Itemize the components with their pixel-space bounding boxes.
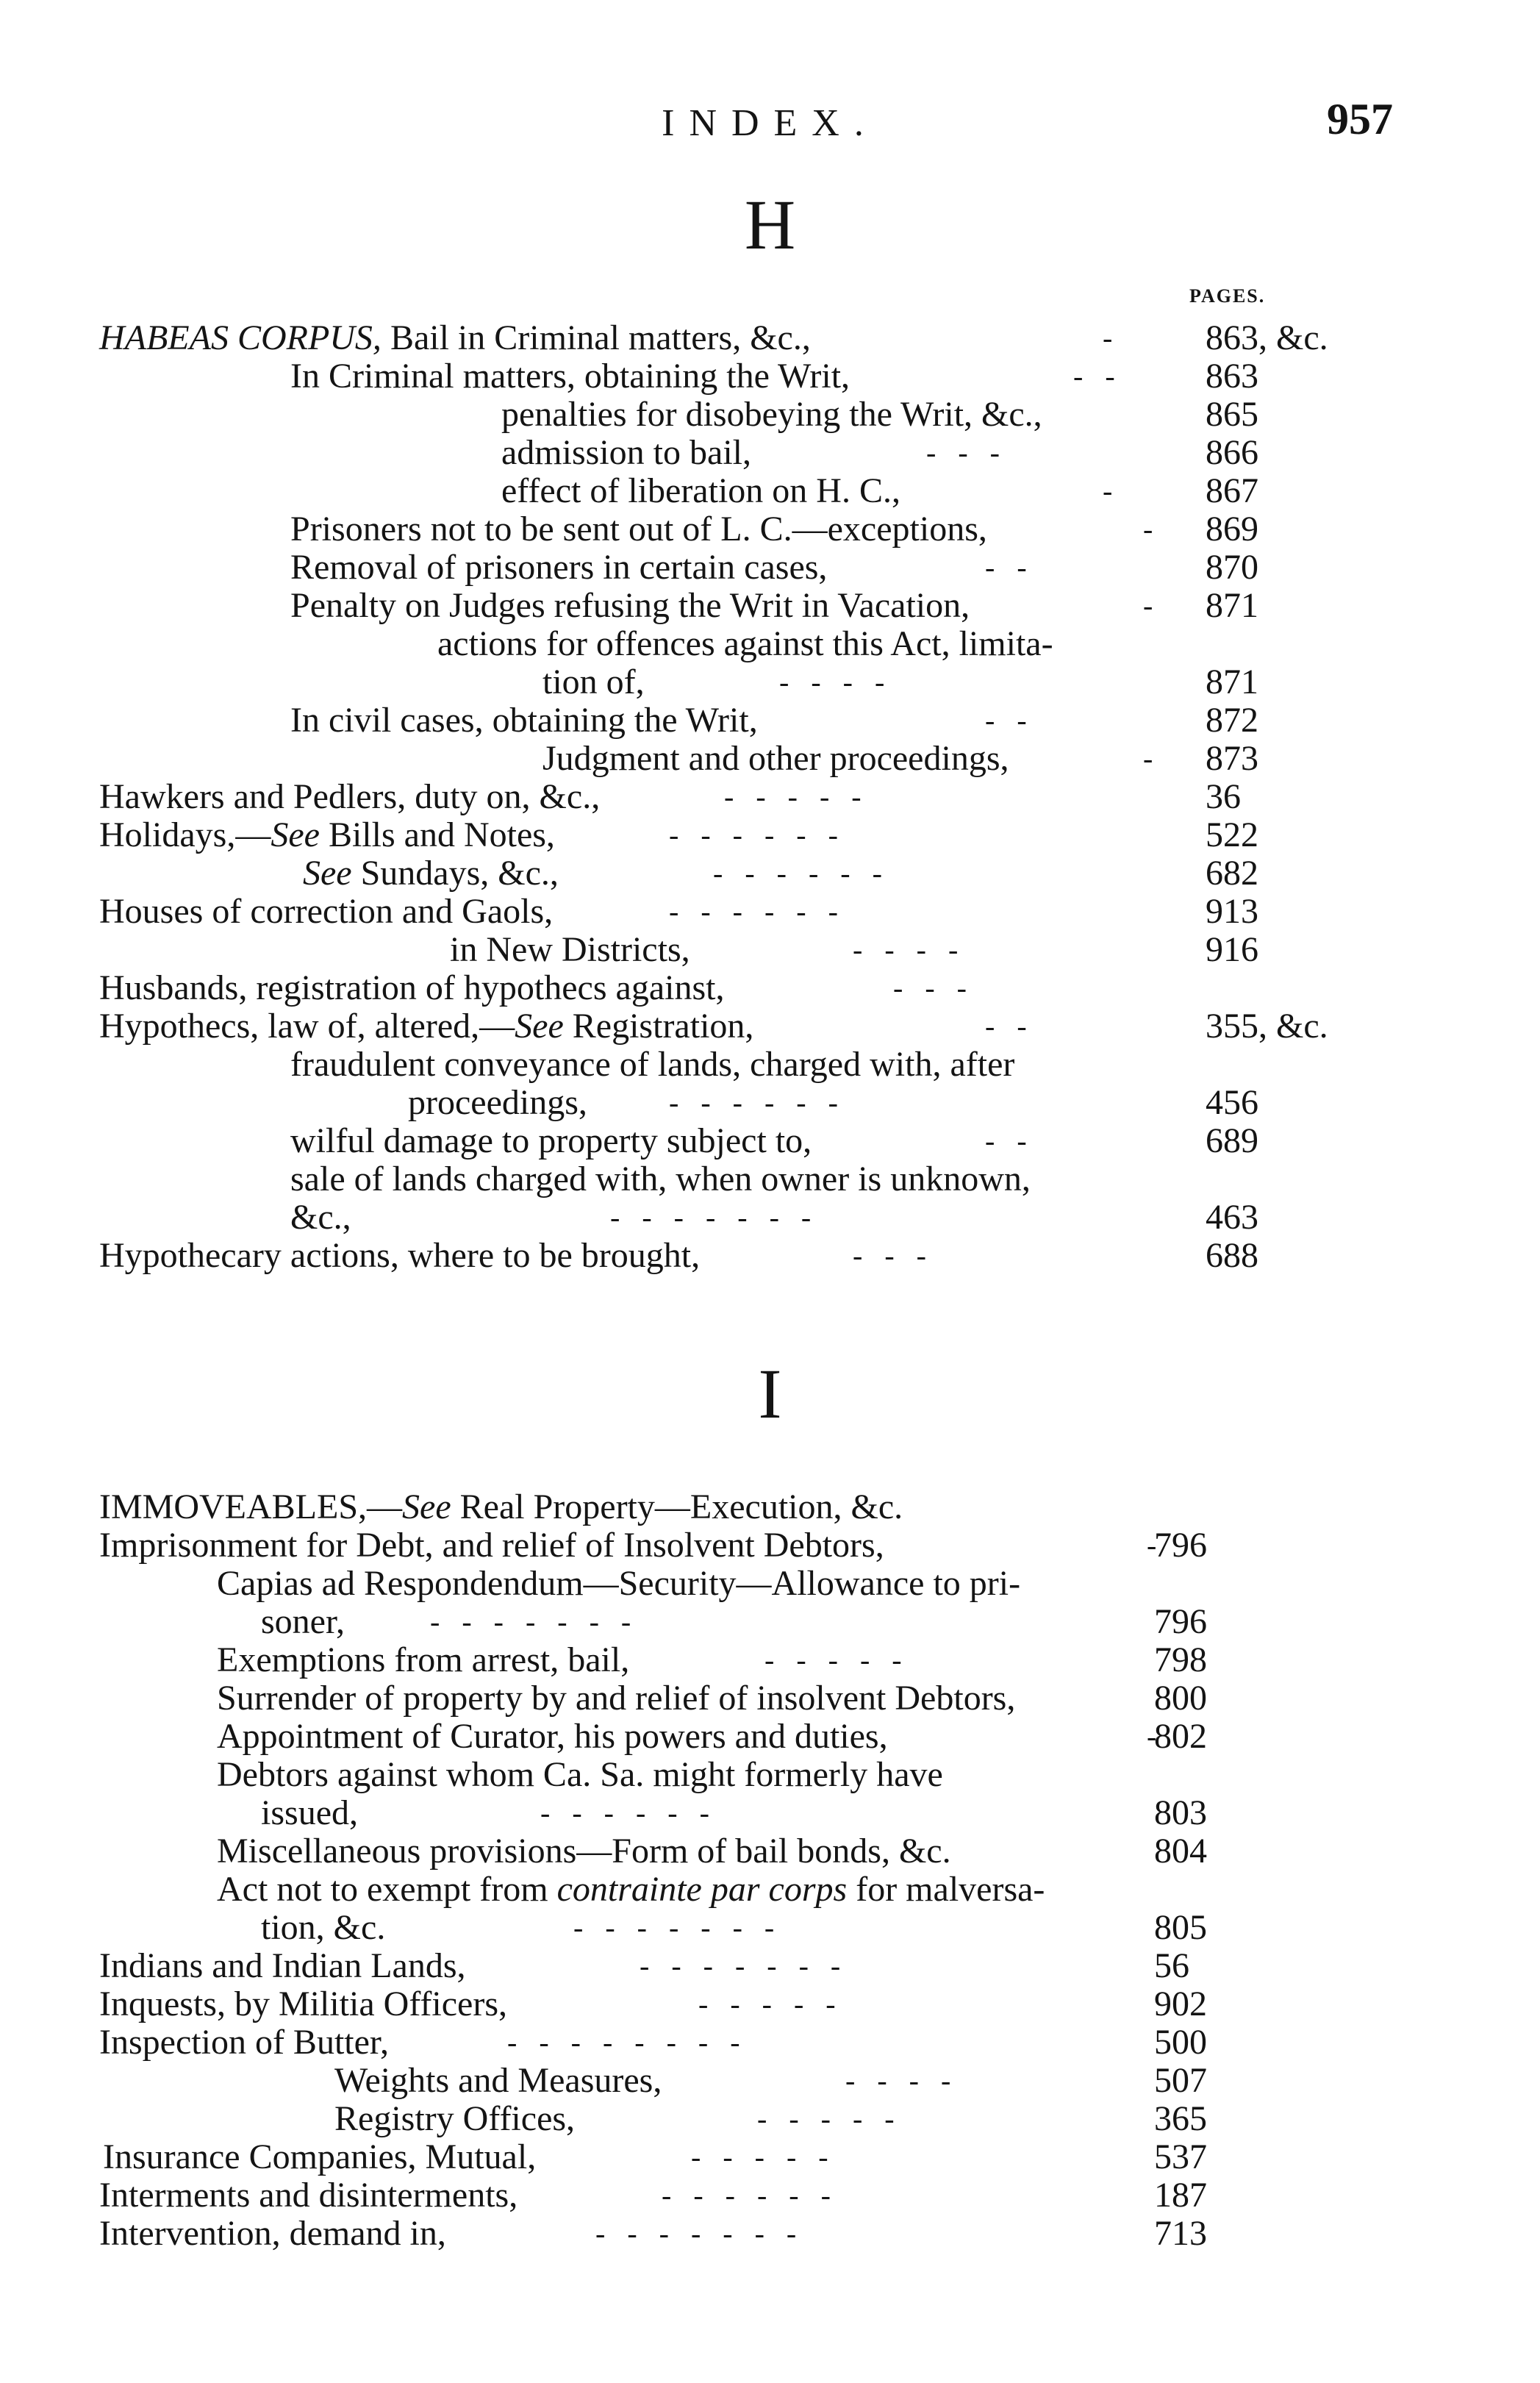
page-reference: 867 (1206, 471, 1258, 510)
leader-dashes: - - - - - - - (595, 2217, 797, 2250)
index-entry (0, 775, 1331, 819)
leader-dashes: - - (985, 704, 1027, 737)
leader-dashes: - (1103, 474, 1113, 507)
entry-segment: Hypothecary actions, where to be brought, (99, 1236, 701, 1275)
cross-reference-see: See (515, 1007, 564, 1046)
entry-segment: issued, (261, 1793, 358, 1832)
page-reference: 365 (1154, 2099, 1207, 2138)
leader-dashes: - - - - - - - (640, 1949, 841, 1982)
entry-text (217, 1753, 943, 1797)
index-entry (0, 737, 1331, 781)
entry-text (99, 966, 725, 1010)
index-entry (0, 393, 1331, 437)
page-reference: 798 (1154, 1640, 1207, 1679)
leader-dashes: - - - - - (757, 2102, 895, 2135)
entry-segment: Exemptions from arrest, bail, (217, 1640, 630, 1679)
leader-dashes: - - - - - (764, 1643, 902, 1676)
entry-segment: Inquests, by Militia Officers, (99, 1984, 508, 2023)
leader-dashes: - - - - (779, 665, 885, 699)
page-reference: 916 (1206, 930, 1258, 969)
index-entry (0, 1523, 1279, 1568)
entry-text (290, 1043, 1014, 1087)
entry-segment: Judgment and other proceedings, (542, 739, 1009, 778)
entry-text (217, 1562, 1020, 1606)
leader-dashes: - - - (926, 436, 1000, 469)
entry-segment: In civil cases, obtaining the Writ, (290, 701, 758, 740)
entry-text (542, 660, 645, 704)
entry-text (334, 2059, 662, 2103)
entry-segment: soner, (261, 1602, 345, 1641)
index-entry (0, 2021, 1279, 2065)
index-entry (0, 354, 1331, 399)
page-reference: 36 (1206, 777, 1241, 816)
index-entry (0, 1562, 1279, 1606)
entry-text (261, 1600, 345, 1644)
entry-text (408, 1081, 587, 1125)
entry-text (99, 1485, 903, 1529)
entry-segment: actions for offences against this Act, limita- (437, 624, 1053, 663)
entry-text (450, 928, 690, 972)
entry-segment: Bail in Criminal matters, &c., (390, 318, 811, 357)
index-entry (0, 1485, 1279, 1529)
index-entry (0, 507, 1331, 551)
entry-text (99, 890, 553, 934)
leader-dashes: - - - - (845, 2064, 951, 2097)
entry-text (303, 851, 559, 896)
entry-segment: Imprisonment for Debt, and relief of Insolvent Debtors, (99, 1526, 884, 1565)
entry-segment: penalties for disobeying the Writ, &c., (501, 395, 1042, 434)
section-letter-h: H (744, 185, 796, 264)
entry-segment: Act not to exempt from (217, 1870, 557, 1909)
leader-dashes: - - - - - - - - (507, 2026, 740, 2059)
entry-segment: admission to bail, (501, 433, 751, 472)
entry-segment: Prisoners not to be sent out of L. C.—exceptions, (290, 510, 987, 549)
page-reference: 689 (1206, 1121, 1258, 1160)
index-entry (0, 966, 1331, 1010)
entry-heading: HABEAS CORPUS, (99, 318, 382, 357)
entry-text (261, 1906, 385, 1950)
entry-text (261, 1791, 358, 1835)
entry-segment: Holidays,— (99, 815, 271, 854)
entry-segment: Indians and Indian Lands, (99, 1946, 466, 1985)
index-entry (0, 1600, 1279, 1644)
leader-dashes: - - (985, 1010, 1027, 1043)
page-reference: 500 (1154, 2023, 1207, 2062)
entry-segment: Hawkers and Pedlers, duty on, &c., (99, 777, 601, 816)
leader-dashes: - - - (893, 971, 967, 1004)
leader-dashes: - - - - - (691, 2140, 828, 2173)
index-entry (0, 699, 1331, 743)
entry-segment: Hypothecs, law of, altered,— (99, 1007, 515, 1046)
page-reference: 456 (1206, 1083, 1258, 1122)
page-reference: 865 (1206, 395, 1258, 434)
index-entry (0, 1715, 1279, 1759)
page-reference: 800 (1154, 1679, 1207, 1718)
entry-segment: IMMOVEABLES,— (99, 1487, 403, 1526)
leader-dashes: - - (1073, 360, 1115, 393)
index-entry (0, 2135, 1279, 2179)
entry-text (290, 1196, 351, 1240)
entry-text (437, 622, 1053, 666)
entry-segment: Inspection of Butter, (99, 2023, 389, 2062)
entry-text (217, 1638, 629, 1682)
entry-segment: fraudulent conveyance of lands, charged with, after (290, 1045, 1015, 1084)
entry-text (99, 775, 600, 819)
page-reference: 873 (1206, 739, 1258, 778)
page-reference: 522 (1206, 815, 1258, 854)
page-reference: 796 (1154, 1526, 1207, 1565)
index-entry (0, 890, 1331, 934)
page-reference: 796 (1154, 1602, 1207, 1641)
entry-segment: &c., (290, 1198, 351, 1237)
index-entry (0, 1944, 1279, 1988)
index-entry (0, 928, 1331, 972)
page-reference: 355, &c. (1206, 1007, 1328, 1046)
cross-reference-see: See (271, 815, 320, 854)
index-entry (0, 1196, 1331, 1240)
page-reference: 802 (1154, 1717, 1207, 1756)
leader-dashes: - - - - - - (669, 818, 838, 851)
index-entry (0, 1234, 1331, 1278)
entry-text (217, 1715, 888, 1759)
entry-text (290, 584, 970, 628)
leader-dashes: - (1143, 589, 1153, 622)
page-reference: 803 (1154, 1793, 1207, 1832)
entry-segment: Registry Offices, (334, 2099, 576, 2138)
entry-segment: in New Districts, (450, 930, 690, 969)
index-entry (0, 1157, 1331, 1201)
entry-text (99, 813, 555, 857)
entry-segment: wilful damage to property subject to, (290, 1121, 812, 1160)
index-entry (0, 1638, 1279, 1682)
index-entry (0, 1081, 1331, 1125)
entry-segment: Intervention, demand in, (99, 2214, 446, 2253)
entry-text (99, 1523, 884, 1568)
index-entry (0, 2097, 1279, 2141)
running-head: INDEX. (662, 102, 878, 144)
leader-dashes: - - - (853, 1239, 926, 1272)
entry-segment: Capias ad Respondendum—Security—Allowance to pri- (217, 1564, 1021, 1603)
leader-dashes: - (1143, 512, 1153, 546)
page-reference: 804 (1154, 1832, 1207, 1871)
leader-dashes: - - - - - - (540, 1796, 709, 1829)
index-entry (0, 1868, 1279, 1912)
page-number: 957 (1327, 95, 1393, 143)
page-reference: 866 (1206, 433, 1258, 472)
index-entry (0, 431, 1331, 475)
leader-dashes: - - - - - - (662, 2179, 831, 2212)
leader-dashes: - - - - - (698, 1987, 836, 2021)
index-entry (0, 546, 1331, 590)
entry-segment: Appointment of Curator, his powers and duties, (217, 1717, 888, 1756)
page-reference: 507 (1154, 2061, 1207, 2100)
page-reference: 870 (1206, 548, 1258, 587)
entry-segment: Removal of prisoners in certain cases, (290, 548, 828, 587)
entry-segment: sale of lands charged with, when owner is unknown, (290, 1160, 1031, 1198)
entry-text (99, 1234, 700, 1278)
page-reference: 871 (1206, 662, 1258, 701)
entry-text (290, 507, 987, 551)
entry-text (290, 546, 827, 590)
leader-dashes: - (1147, 1529, 1157, 1562)
page-reference: 869 (1206, 510, 1258, 549)
entry-text (99, 1944, 466, 1988)
entry-text (501, 393, 1042, 437)
cross-reference-see: contrainte par corps (556, 1870, 848, 1909)
leader-dashes: - (1147, 1720, 1157, 1753)
index-entry (0, 1791, 1279, 1835)
entry-text (290, 1119, 812, 1163)
leader-dashes: - - (985, 1124, 1027, 1157)
index-entry (0, 2173, 1279, 2218)
entry-segment: Sundays, &c., (351, 854, 559, 893)
entry-segment: Houses of correction and Gaols, (99, 892, 554, 931)
entry-text (99, 2212, 446, 2256)
index-entry (0, 1119, 1331, 1163)
entry-segment: Penalty on Judges refusing the Writ in Vacation, (290, 586, 970, 625)
page-reference: 871 (1206, 586, 1258, 625)
index-entry (0, 2059, 1279, 2103)
index-entry (0, 2212, 1279, 2256)
index-entry (0, 584, 1331, 628)
page-reference: 187 (1154, 2176, 1207, 2215)
entry-text (99, 2173, 517, 2218)
leader-dashes: - - - - - - (713, 857, 882, 890)
entry-segment: proceedings, (408, 1083, 587, 1122)
index-entry (0, 469, 1331, 513)
index-entry (0, 851, 1331, 896)
leader-dashes: - - (985, 551, 1027, 584)
entry-segment: Bills and Notes, (319, 815, 555, 854)
entry-text (334, 2097, 575, 2141)
entry-segment: tion, &c. (261, 1908, 386, 1947)
entry-segment: Interments and disinterments, (99, 2176, 518, 2215)
index-entry (0, 1829, 1279, 1873)
page-reference: 872 (1206, 701, 1258, 740)
entry-text (99, 316, 811, 360)
leader-dashes: - - - - - - (669, 1086, 838, 1119)
page-reference: 682 (1206, 854, 1258, 893)
leader-dashes: - (1143, 742, 1153, 775)
index-entry (0, 622, 1331, 666)
entry-segment: Husbands, registration of hypothecs against, (99, 968, 725, 1007)
page-reference: 56 (1154, 1946, 1189, 1985)
page-reference: 713 (1154, 2214, 1207, 2253)
index-entry (0, 1982, 1279, 2026)
leader-dashes: - - - - - - - (610, 1201, 812, 1234)
page-reference: 863, &c. (1206, 318, 1328, 357)
entry-text (290, 354, 850, 399)
entry-segment: Real Property—Execution, &c. (451, 1487, 903, 1526)
entry-segment: tion of, (542, 662, 645, 701)
index-entry (0, 1906, 1279, 1950)
leader-dashes: - - - - - - (669, 895, 838, 928)
index-entry (0, 660, 1331, 704)
leader-dashes: - - - - - (724, 780, 862, 813)
leader-dashes: - - - - - - - (573, 1911, 775, 1944)
entry-text (290, 699, 758, 743)
entry-segment: Miscellaneous provisions—Form of bail bonds, &c. (217, 1832, 951, 1871)
entry-text (217, 1868, 1045, 1912)
entry-segment: Surrender of property by and relief of insolvent Debtors, (217, 1679, 1016, 1718)
entry-text (542, 737, 1009, 781)
leader-dashes: - (1103, 321, 1113, 354)
entry-text (103, 2135, 536, 2179)
entry-segment: Weights and Measures, (334, 2061, 662, 2100)
entry-segment: In Criminal matters, obtaining the Writ, (290, 357, 850, 396)
page-reference: 805 (1154, 1908, 1207, 1947)
entry-text (99, 1004, 753, 1048)
entry-segment: Debtors against whom Ca. Sa. might formerly have (217, 1755, 943, 1794)
entry-segment: Registration, (563, 1007, 754, 1046)
entry-segment: Insurance Companies, Mutual, (103, 2137, 537, 2176)
index-entry (0, 813, 1331, 857)
page-reference: 537 (1154, 2137, 1207, 2176)
entry-segment: for malversa- (847, 1870, 1045, 1909)
entry-text (217, 1676, 1015, 1721)
index-entry (0, 1043, 1331, 1087)
entry-text (99, 1982, 507, 2026)
entry-text (99, 2021, 389, 2065)
entry-text (217, 1829, 951, 1873)
entry-text (501, 431, 751, 475)
cross-reference-see: See (402, 1487, 451, 1526)
leader-dashes: - - - - - - - (430, 1605, 631, 1638)
page-reference: 688 (1206, 1236, 1258, 1275)
index-entry (0, 1004, 1331, 1048)
cross-reference-see: See (303, 854, 352, 893)
section-letter-i: I (758, 1354, 782, 1433)
pages-column-header: PAGES. (1189, 285, 1266, 307)
index-entry (0, 316, 1331, 360)
page-reference: 902 (1154, 1984, 1207, 2023)
entry-text (501, 469, 900, 513)
index-entry (0, 1676, 1279, 1721)
page-reference: 913 (1206, 892, 1258, 931)
page-reference: 863 (1206, 357, 1258, 396)
entry-segment: effect of liberation on H. C., (501, 471, 900, 510)
entry-text (290, 1157, 1031, 1201)
leader-dashes: - - - - (853, 933, 959, 966)
index-entry (0, 1753, 1279, 1797)
page-reference: 463 (1206, 1198, 1258, 1237)
